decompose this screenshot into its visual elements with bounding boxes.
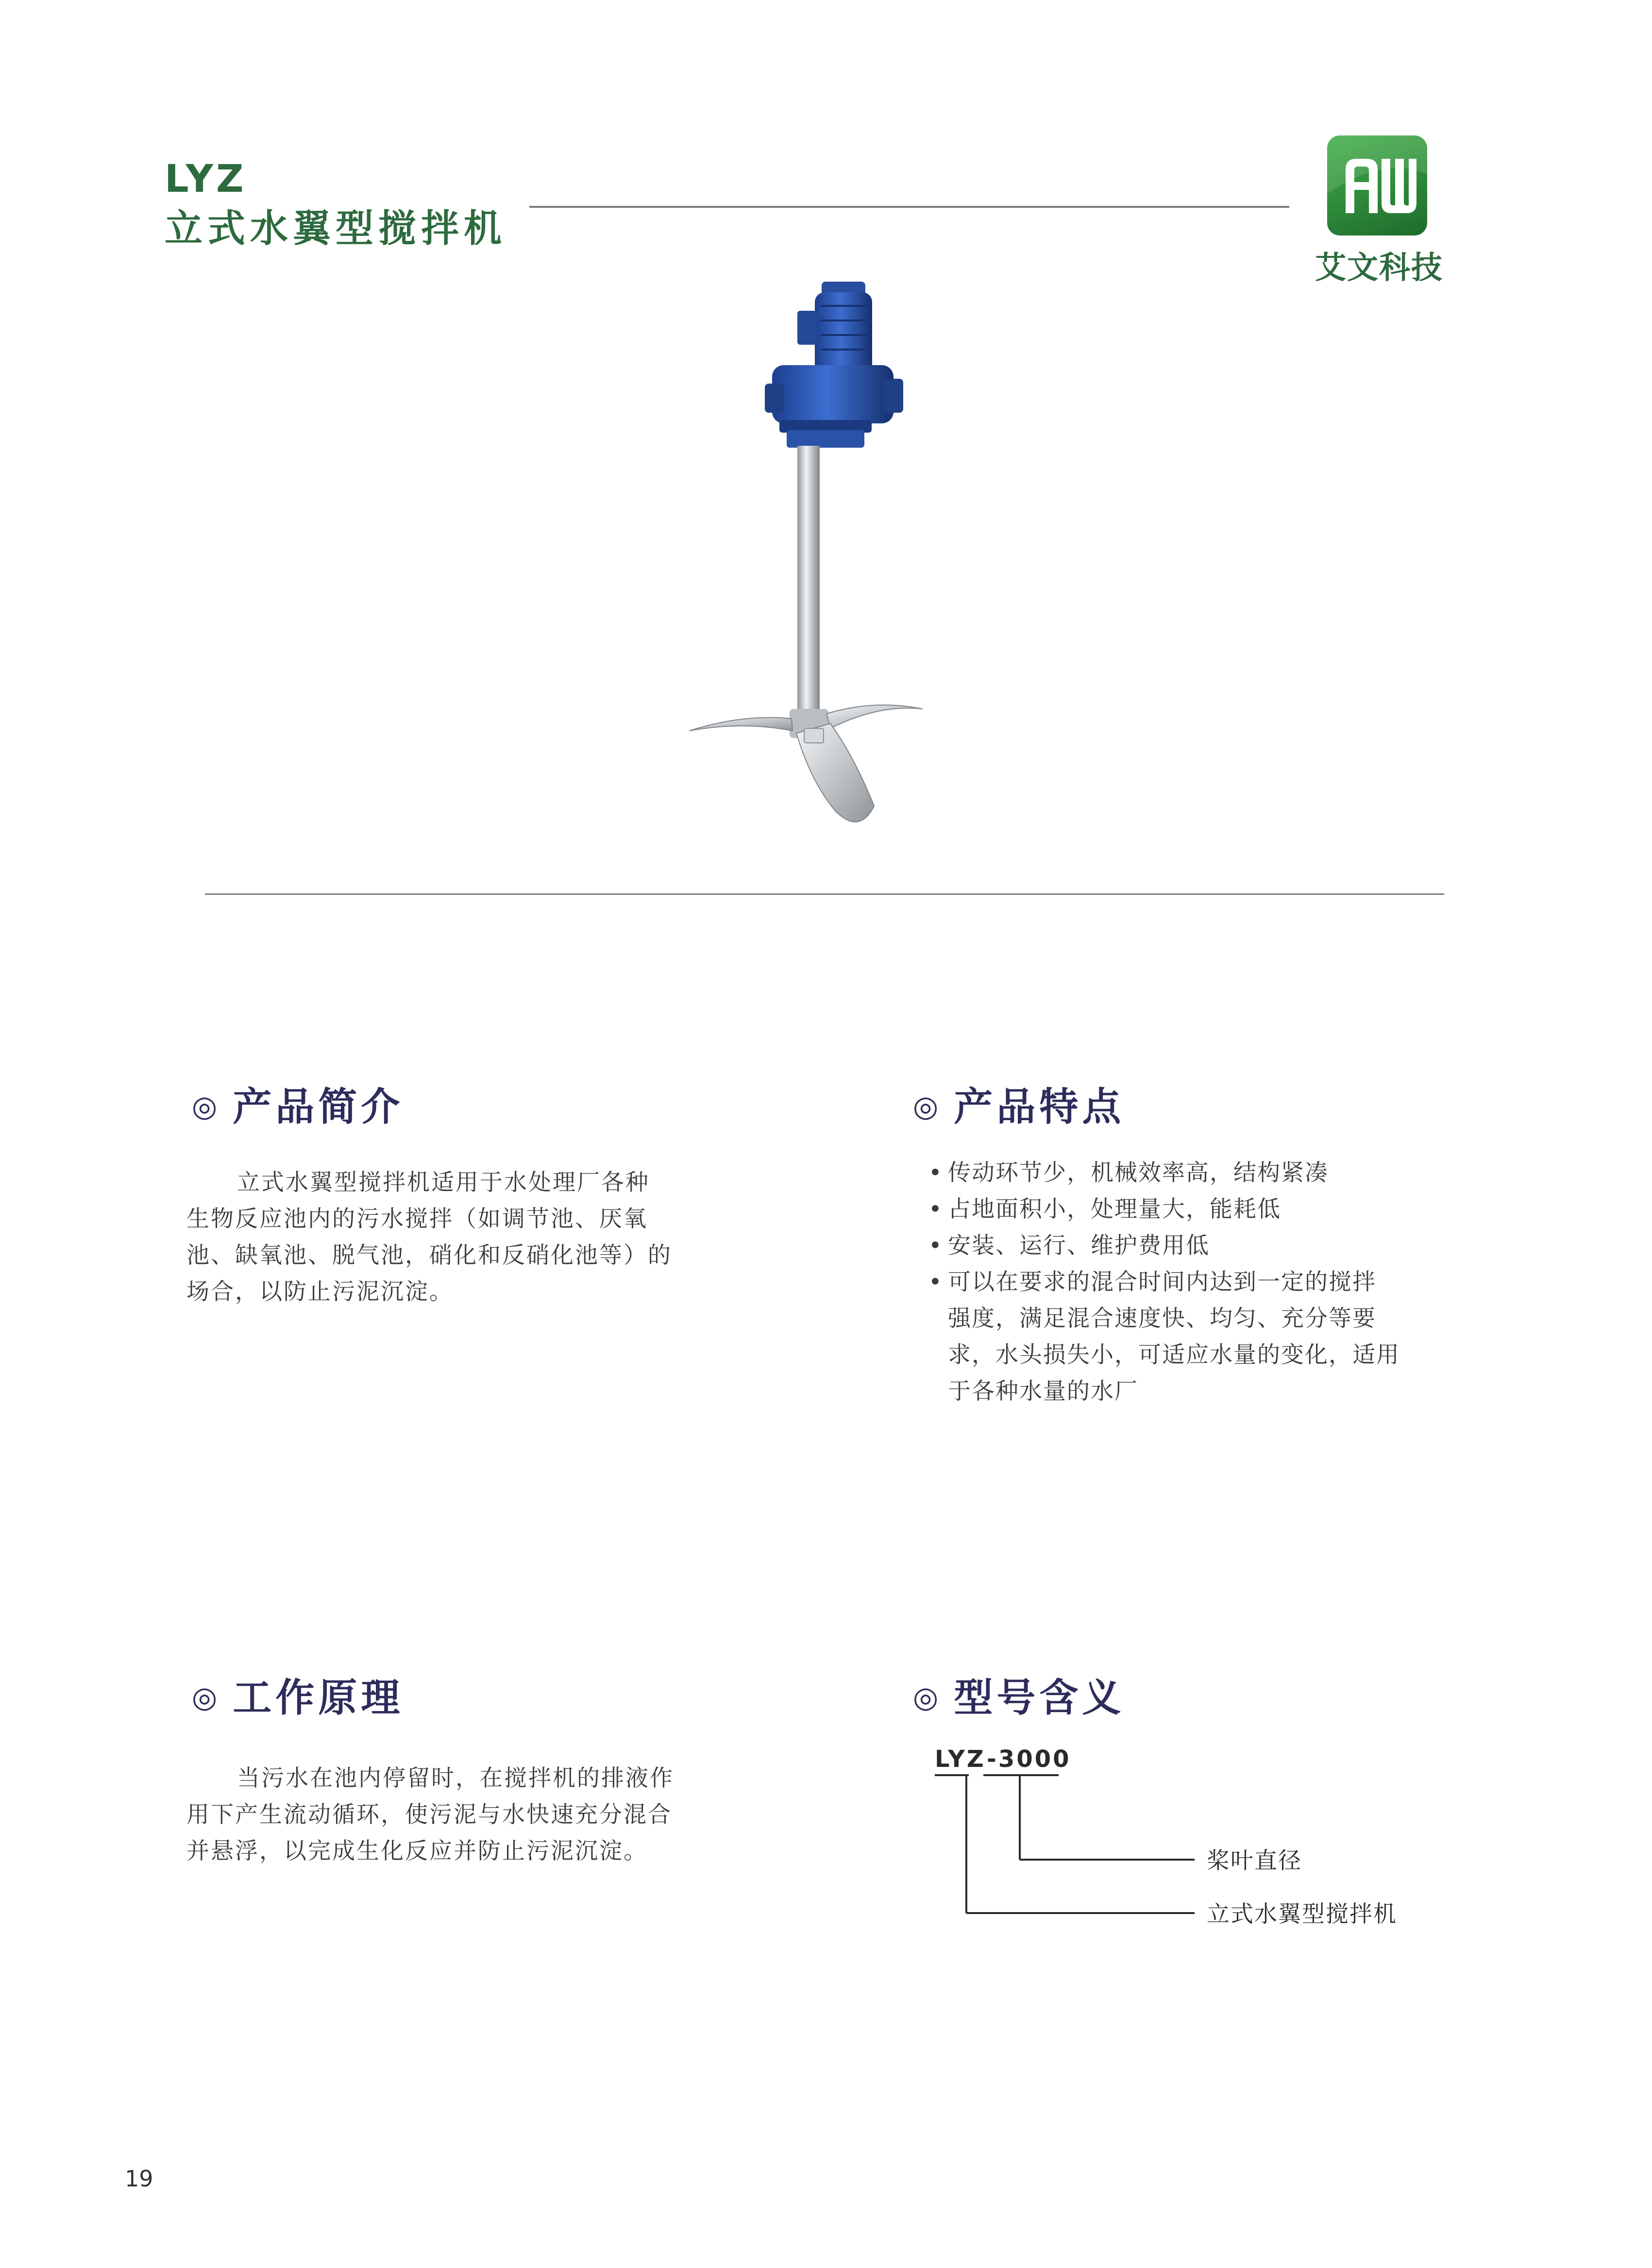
intro-line: 立式水翼型搅拌机适用于水处理厂各种 bbox=[237, 1169, 650, 1196]
model-code-prefix: LYZ bbox=[935, 1746, 986, 1773]
image-divider bbox=[205, 893, 1444, 895]
principle-title: 工作原理 bbox=[233, 1675, 404, 1720]
intro-line: 场合，以防止污泥沉淀。 bbox=[186, 1278, 454, 1305]
principle-line: 当污水在池内停留时，在搅拌机的排液作 bbox=[237, 1765, 674, 1792]
feature-item: • 占地面积小，处理量大，能耗低 bbox=[928, 1191, 1414, 1227]
feature-item: • 可以在要求的混合时间内达到一定的搅拌 强度，满足混合速度快、均匀、充分等要 求，水头损失小，可适应水量的变化，适用 于各种水量的水厂 bbox=[928, 1264, 1414, 1410]
principle-paragraph bbox=[186, 1760, 691, 1869]
company-name: 艾文科技 bbox=[1315, 250, 1443, 286]
section-title-model bbox=[913, 1675, 1125, 1720]
model-code: LYZ bbox=[165, 157, 247, 201]
model-bracket-diagram bbox=[923, 1767, 1214, 1928]
principle-line: 用下产生流动循环，使污泥与水快速充分混合 bbox=[186, 1801, 672, 1828]
mixer-product-image bbox=[670, 282, 942, 845]
intro-line: 生物反应池内的污水搅拌（如调节池、厌氧 bbox=[186, 1206, 648, 1232]
circle-marker-icon: ◎ bbox=[913, 1090, 943, 1124]
header-divider bbox=[529, 206, 1289, 208]
intro-title: 产品简介 bbox=[233, 1084, 404, 1129]
intro-paragraph bbox=[186, 1164, 691, 1310]
features-title: 产品特点 bbox=[954, 1084, 1125, 1129]
circle-marker-icon: ◎ bbox=[192, 1090, 221, 1124]
brand-logo bbox=[1327, 135, 1427, 235]
principle-line: 并悬浮，以完成生化反应并防止污泥沉淀。 bbox=[186, 1838, 648, 1865]
section-title-features bbox=[913, 1084, 1125, 1129]
circle-marker-icon: ◎ bbox=[192, 1680, 221, 1714]
model-title: 型号含义 bbox=[954, 1675, 1125, 1720]
intro-line: 池、缺氧池、脱气池，硝化和反硝化池等）的 bbox=[186, 1242, 672, 1269]
features-list bbox=[928, 1155, 1414, 1410]
section-title-intro bbox=[192, 1084, 404, 1129]
model-code-suffix: -3000 bbox=[987, 1746, 1071, 1773]
page-number: 19 bbox=[125, 2166, 153, 2192]
aw-logo-icon bbox=[1327, 135, 1427, 235]
product-title: 立式水翼型搅拌机 bbox=[165, 207, 507, 251]
circle-marker-icon: ◎ bbox=[913, 1680, 943, 1714]
section-title-principle bbox=[192, 1675, 404, 1720]
feature-item: • 传动环节少，机械效率高，结构紧凑 bbox=[928, 1155, 1414, 1191]
feature-item: • 安装、运行、维护费用低 bbox=[928, 1227, 1414, 1264]
model-label-diameter: 桨叶直径 bbox=[1207, 1848, 1302, 1874]
model-label-type: 立式水翼型搅拌机 bbox=[1207, 1901, 1397, 1928]
